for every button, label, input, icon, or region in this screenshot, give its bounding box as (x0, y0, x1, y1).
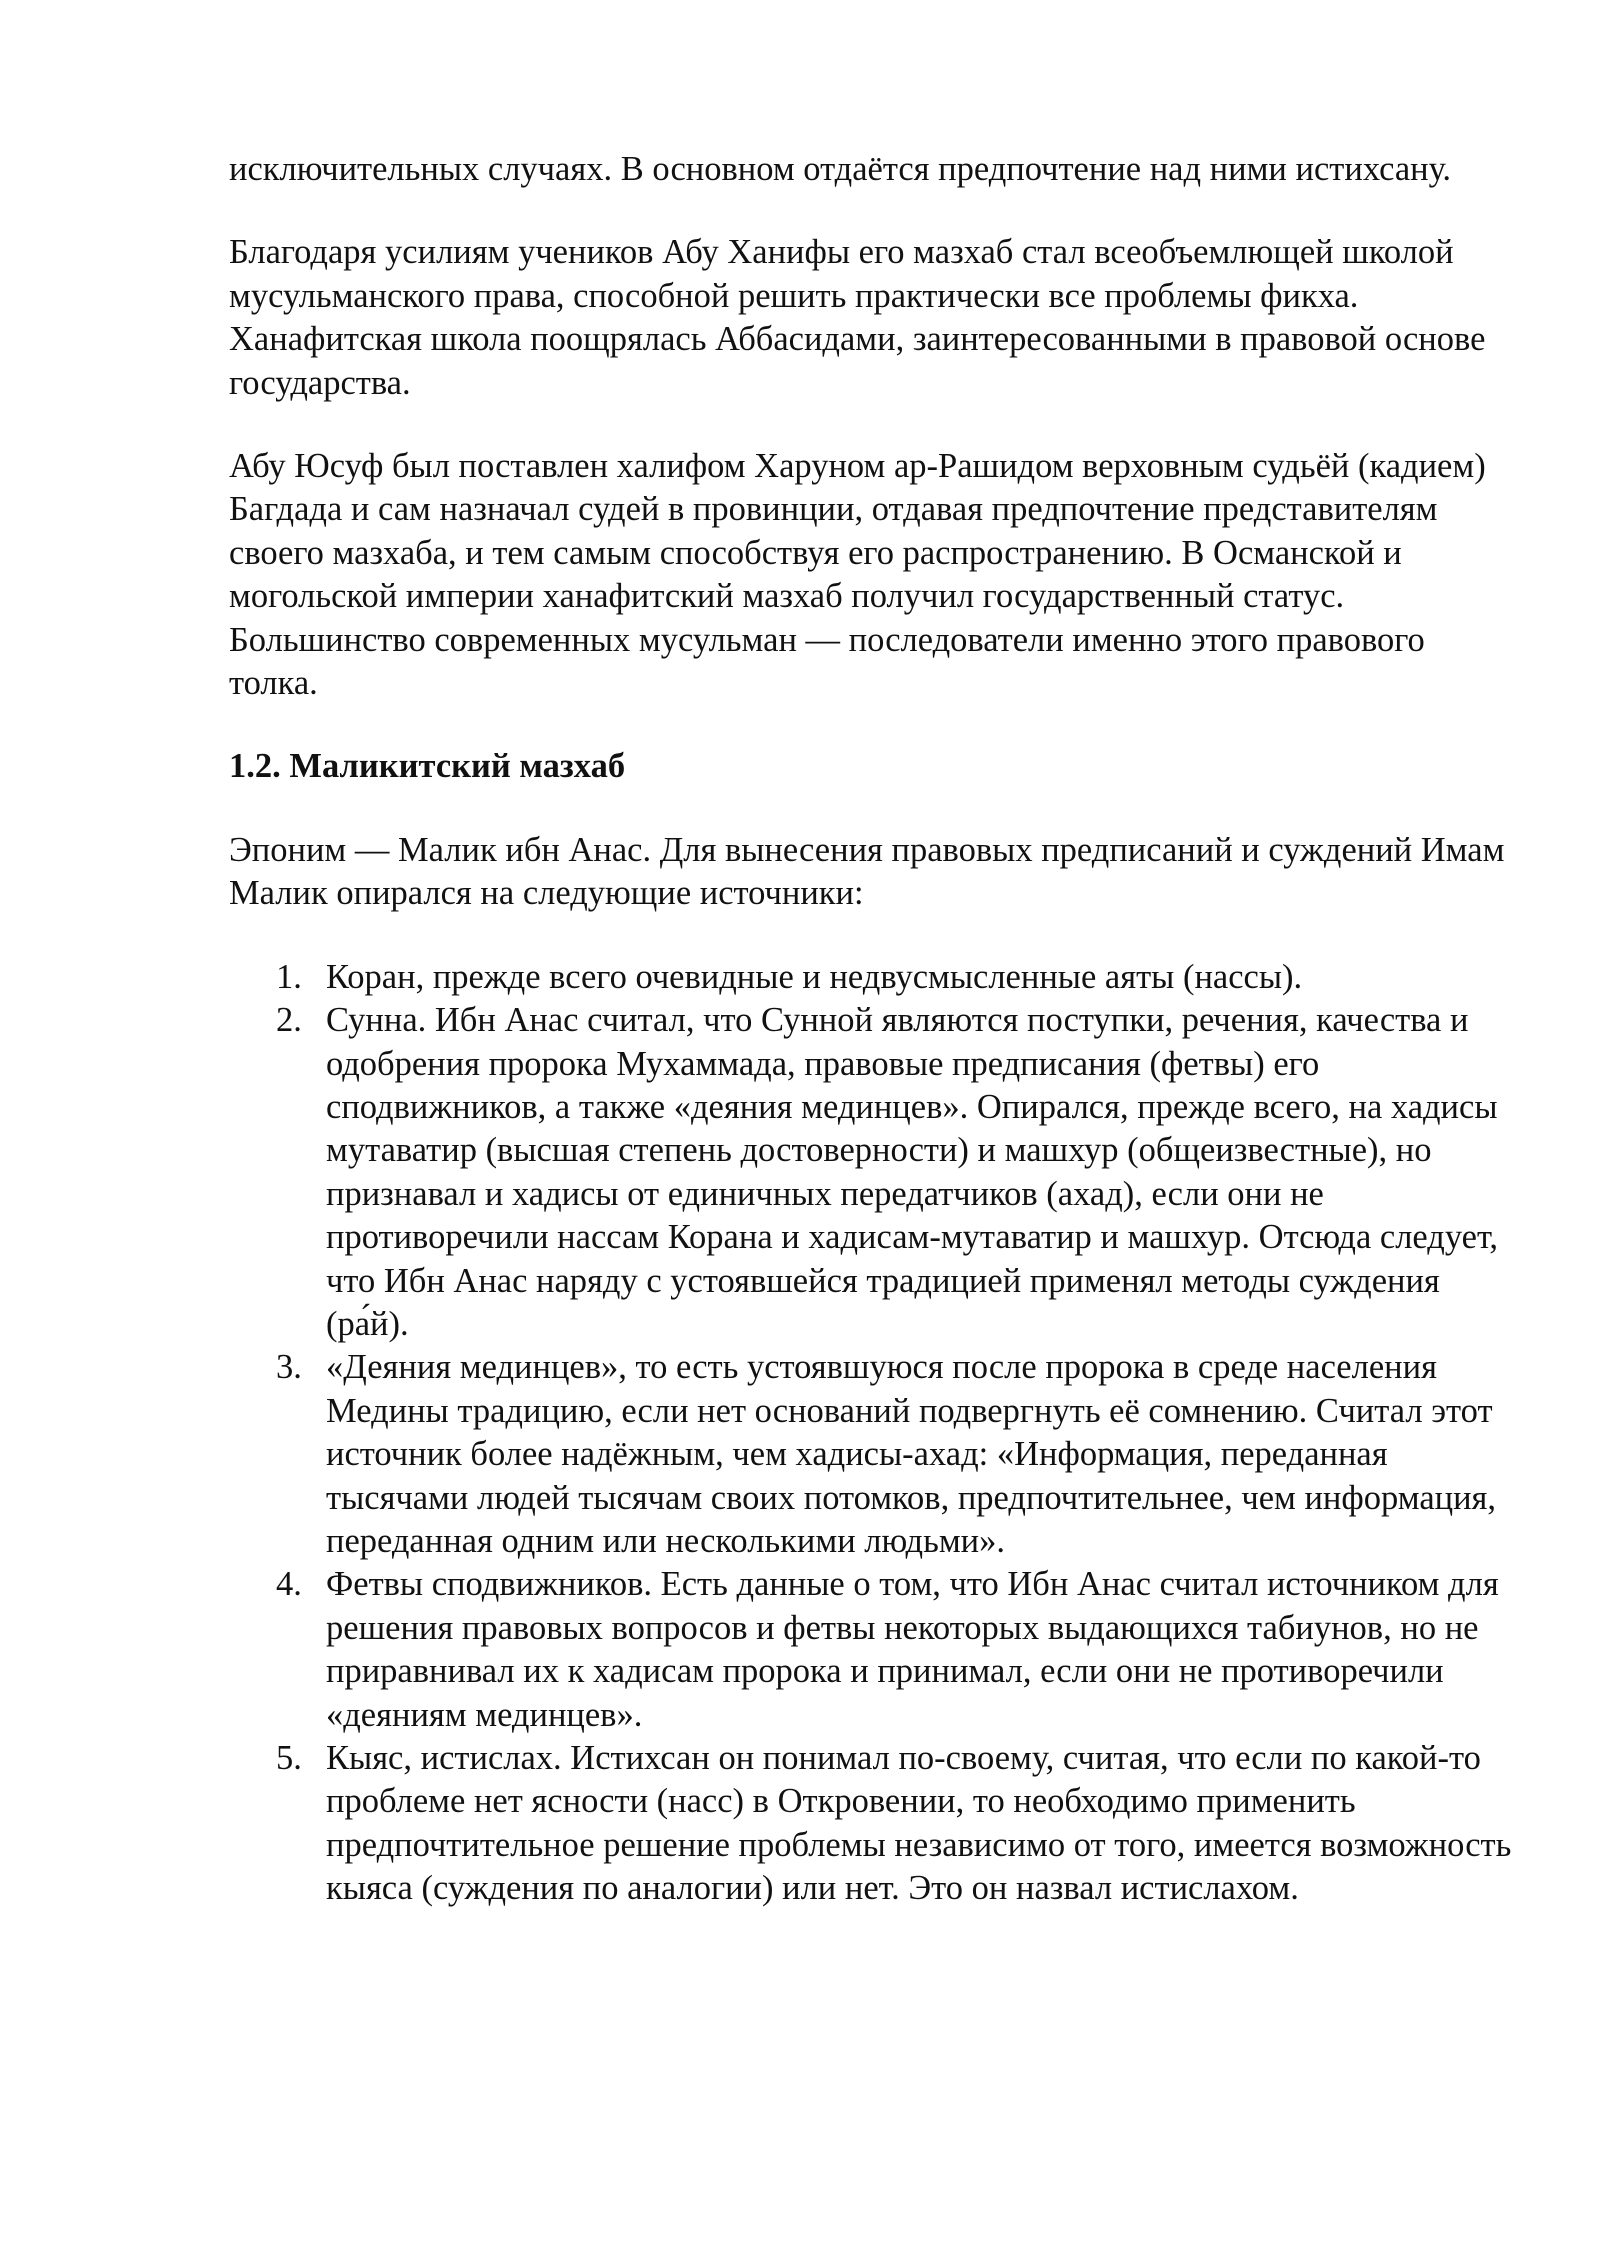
paragraph-abu-hanifa-students: Благодаря усилиям учеников Абу Ханифы его мазхаб стал всеобъемлющей школой мусульманского права, способной решить практически все проблемы фикха. Ханафитская школа поощрялась Аббасидами, заинтересованными в правовой основе государства. (229, 233, 1486, 402)
paragraph-intro: Эпоним — Малик ибн Анас. Для вынесения правовых предписаний и суждений Имам Малик опирался на следующие источники: (229, 830, 1505, 913)
list-item-number: 5. (276, 1739, 302, 1777)
list-item-number: 1. (276, 957, 302, 996)
section-heading: 1.2. Маликитский мазхаб (229, 747, 626, 786)
paragraph-abu-yusuf: Абу Юсуф был поставлен халифом Харуном ар-Рашидом верховным судьёй (кадием) Багдада и сам назначал судей в провинции, отдавая предпочтение представителям своего мазхаба, и тем самым способствуя его распространению. В Османской и могольской империи ханафитский мазхаб получил государственный статус. Большинство современных мусульман — последователи именно этого правового толка. (229, 447, 1486, 703)
list-item (229, 1737, 1519, 1911)
list-item (229, 1563, 1519, 1737)
list-item-number: 2. (276, 1001, 302, 1040)
list-item-text: Коран, прежде всего очевидные и недвусмысленные аяты (нассы). (326, 957, 1303, 996)
list-item (229, 999, 1519, 1346)
list-item-text: «Деяния мединцев», то есть устоявшуюся после пророка в среде населения Медины традицию, если нет оснований подвергнуть её сомнению. Считал этот источник более надёжным, чем хадисы-ахад: «Информация, переданная тысячами людей тысячам своих потомков, предпочтительнее, чем информация, переданная одним или несколькими людьми». (326, 1348, 1497, 1560)
list-item (229, 956, 1519, 999)
document-page (229, 148, 1519, 1911)
list-item-text: Сунна. Ибн Анас считал, что Сунной являются поступки, речения, качества и одобрения пророка Мухаммада, правовые предписания (фетвы) его сподвижников, а также «деяния мединцев». Опирался, прежде всего, на хадисы мутаватир (высшая степень достоверности) и машхур (общеизвестные), но признавал и хадисы от единичных передатчиков (ахад), если они не противоречили нассам Корана и хадисам-мутаватир и машхур. Отсюда следует, что Ибн Анас наряду с устоявшейся традицией применял методы суждения (ра́й). (326, 1001, 1499, 1343)
sources-list (229, 956, 1519, 1911)
list-item (229, 1346, 1519, 1563)
paragraph-continuation: исключительных случаях. В основном отдаётся предпочтение над ними истихсану. (229, 150, 1452, 188)
list-item-number: 3. (276, 1348, 302, 1387)
list-item-text: Фетвы сподвижников. Есть данные о том, что Ибн Анас считал источником для решения правовых вопросов и фетвы некоторых выдающихся табиунов, но не приравнивал их к хадисам пророка и принимал, если они не противоречили «деяниям мединцев». (326, 1565, 1499, 1734)
list-item-number: 4. (276, 1565, 302, 1604)
list-item-text: Кыяс, истислах. Истихсан он понимал по-своему, считая, что если по какой-то проблеме нет ясности (насс) в Откровении, то необходимо применить предпочтительное решение проблемы независимо от того, имеется возможность кыяса (суждения по аналогии) или нет. Это он назвал истислахом. (326, 1739, 1512, 1908)
